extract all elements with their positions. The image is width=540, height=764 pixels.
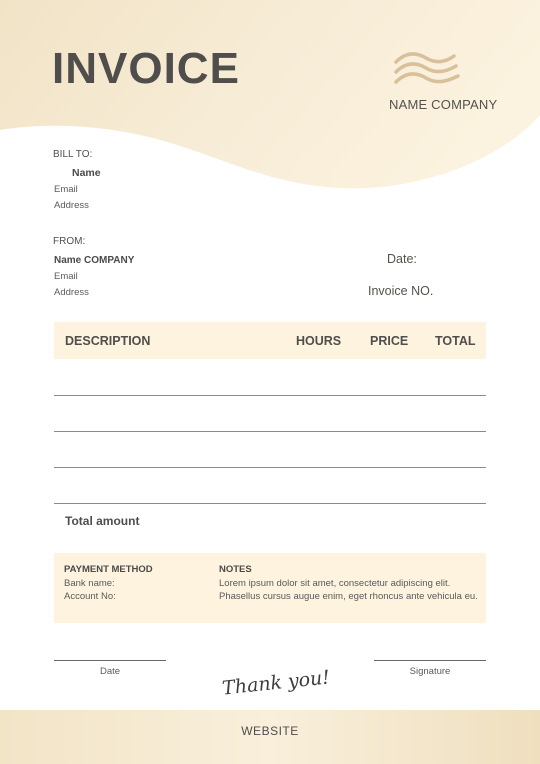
table-row bbox=[54, 503, 486, 504]
date-label: Date: bbox=[387, 252, 417, 266]
table-row bbox=[54, 431, 486, 432]
from-email: Email bbox=[54, 271, 78, 282]
column-total: TOTAL bbox=[435, 334, 476, 348]
date-line bbox=[54, 660, 166, 661]
thank-you-signature: Thank you! bbox=[221, 666, 331, 700]
invoice-number-label: Invoice NO. bbox=[368, 284, 434, 298]
total-amount-label: Total amount bbox=[65, 514, 140, 528]
notes-title: NOTES bbox=[219, 564, 252, 575]
bill-to-email: Email bbox=[54, 184, 78, 195]
from-address: Address bbox=[54, 287, 89, 298]
table-row bbox=[54, 467, 486, 468]
website-text[interactable]: WEBSITE bbox=[241, 724, 299, 738]
column-price: PRICE bbox=[370, 334, 409, 348]
table-row bbox=[54, 395, 486, 396]
bill-to-label: BILL TO: bbox=[53, 149, 93, 160]
account-number-label: Account No: bbox=[64, 591, 116, 602]
notes-text: Lorem ipsum dolor sit amet, consectetur adipiscing elit. Phasellus cursus augue enim, eget rhoncus ante vehicula eu. bbox=[219, 578, 478, 602]
signature-label: Signature bbox=[409, 666, 451, 677]
bank-name-label: Bank name: bbox=[64, 578, 115, 589]
date-sign-label: Date bbox=[99, 666, 121, 677]
bill-to-address: Address bbox=[54, 200, 89, 211]
bill-to-name: Name bbox=[72, 167, 101, 179]
table-header bbox=[54, 322, 486, 359]
waves-logo-icon bbox=[392, 50, 460, 90]
payment-notes-box bbox=[54, 553, 486, 623]
signature-line bbox=[374, 660, 486, 661]
payment-method-title: PAYMENT METHOD bbox=[64, 564, 153, 575]
from-label: FROM: bbox=[53, 236, 86, 247]
column-hours: HOURS bbox=[296, 334, 342, 348]
column-description: DESCRIPTION bbox=[65, 334, 151, 348]
from-name: Name COMPANY bbox=[54, 255, 135, 266]
invoice-title: INVOICE bbox=[52, 44, 240, 93]
company-name: NAME COMPANY bbox=[389, 97, 498, 112]
